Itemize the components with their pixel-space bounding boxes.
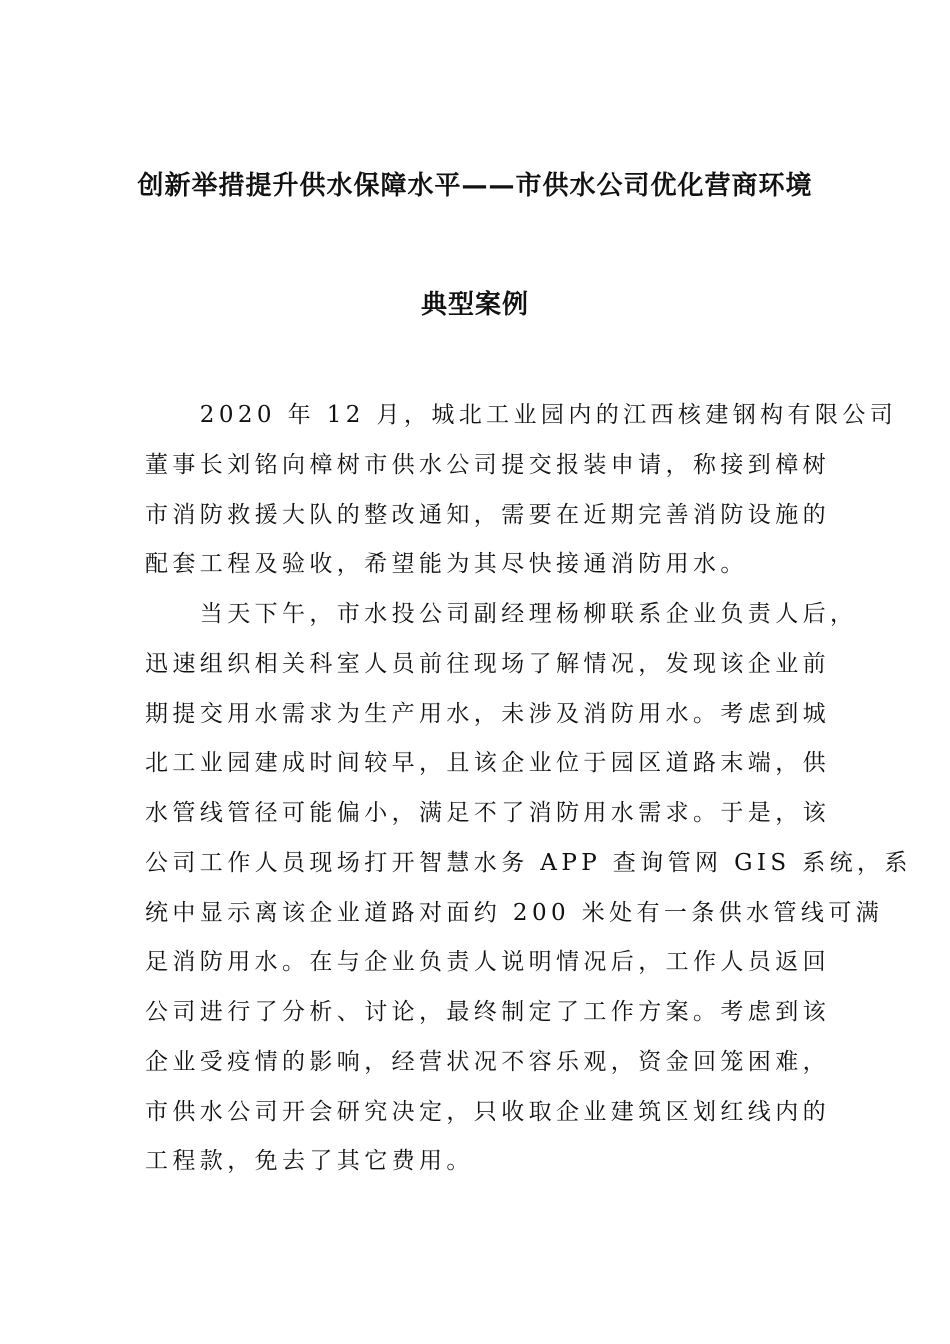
paragraph-2-line-9: 公司进行了分析、讨论，最终制定了工作方案。考虑到该	[145, 999, 830, 1025]
paragraph-2-line-10: 企业受疫情的影响，经营状况不容乐观，资金回笼困难，	[145, 1049, 830, 1075]
paragraph-1-line-1: 2020 年 12 月，城北工业园内的江西核建钢构有限公司	[145, 402, 898, 428]
paragraph-2-line-5: 水管线管径可能偏小，满足不了消防用水需求。于是，该	[145, 800, 830, 826]
paragraph-2-line-6: 公司工作人员现场打开智慧水务 APP 查询管网 GIS 系统，系	[145, 850, 912, 876]
paragraph-2-line-4: 北工业园建成时间较早，且该企业位于园区道路末端，供	[145, 750, 830, 776]
paragraph-2-line-12: 工程款，免去了其它费用。	[145, 1148, 474, 1174]
paragraph-1-line-4: 配套工程及验收，希望能为其尽快接通消防用水。	[145, 551, 748, 577]
paragraph-1-line-3: 市消防救援大队的整改通知，需要在近期完善消防设施的	[145, 502, 830, 528]
document-title-line-2: 典型案例	[420, 290, 529, 320]
paragraph-2-line-8: 足消防用水。在与企业负责人说明情况后，工作人员返回	[145, 949, 830, 975]
paragraph-2-line-7: 统中显示离该企业道路对面约 200 米处有一条供水管线可满	[145, 900, 884, 926]
paragraph-2-line-3: 期提交用水需求为生产用水，未涉及消防用水。考虑到城	[145, 701, 830, 727]
document-title-line-1: 创新举措提升供水保障水平——市供水公司优化营商环境	[137, 171, 813, 201]
paragraph-1-line-2: 董事长刘铭向樟树市供水公司提交报装申请，称接到樟树	[145, 452, 830, 478]
paragraph-2-line-11: 市供水公司开会研究决定，只收取企业建筑区划红线内的	[145, 1099, 830, 1125]
paragraph-2-line-2: 迅速组织相关科室人员前往现场了解情况，发现该企业前	[145, 651, 830, 677]
paragraph-2-line-1: 当天下午，市水投公司副经理杨柳联系企业负责人后，	[145, 601, 858, 627]
